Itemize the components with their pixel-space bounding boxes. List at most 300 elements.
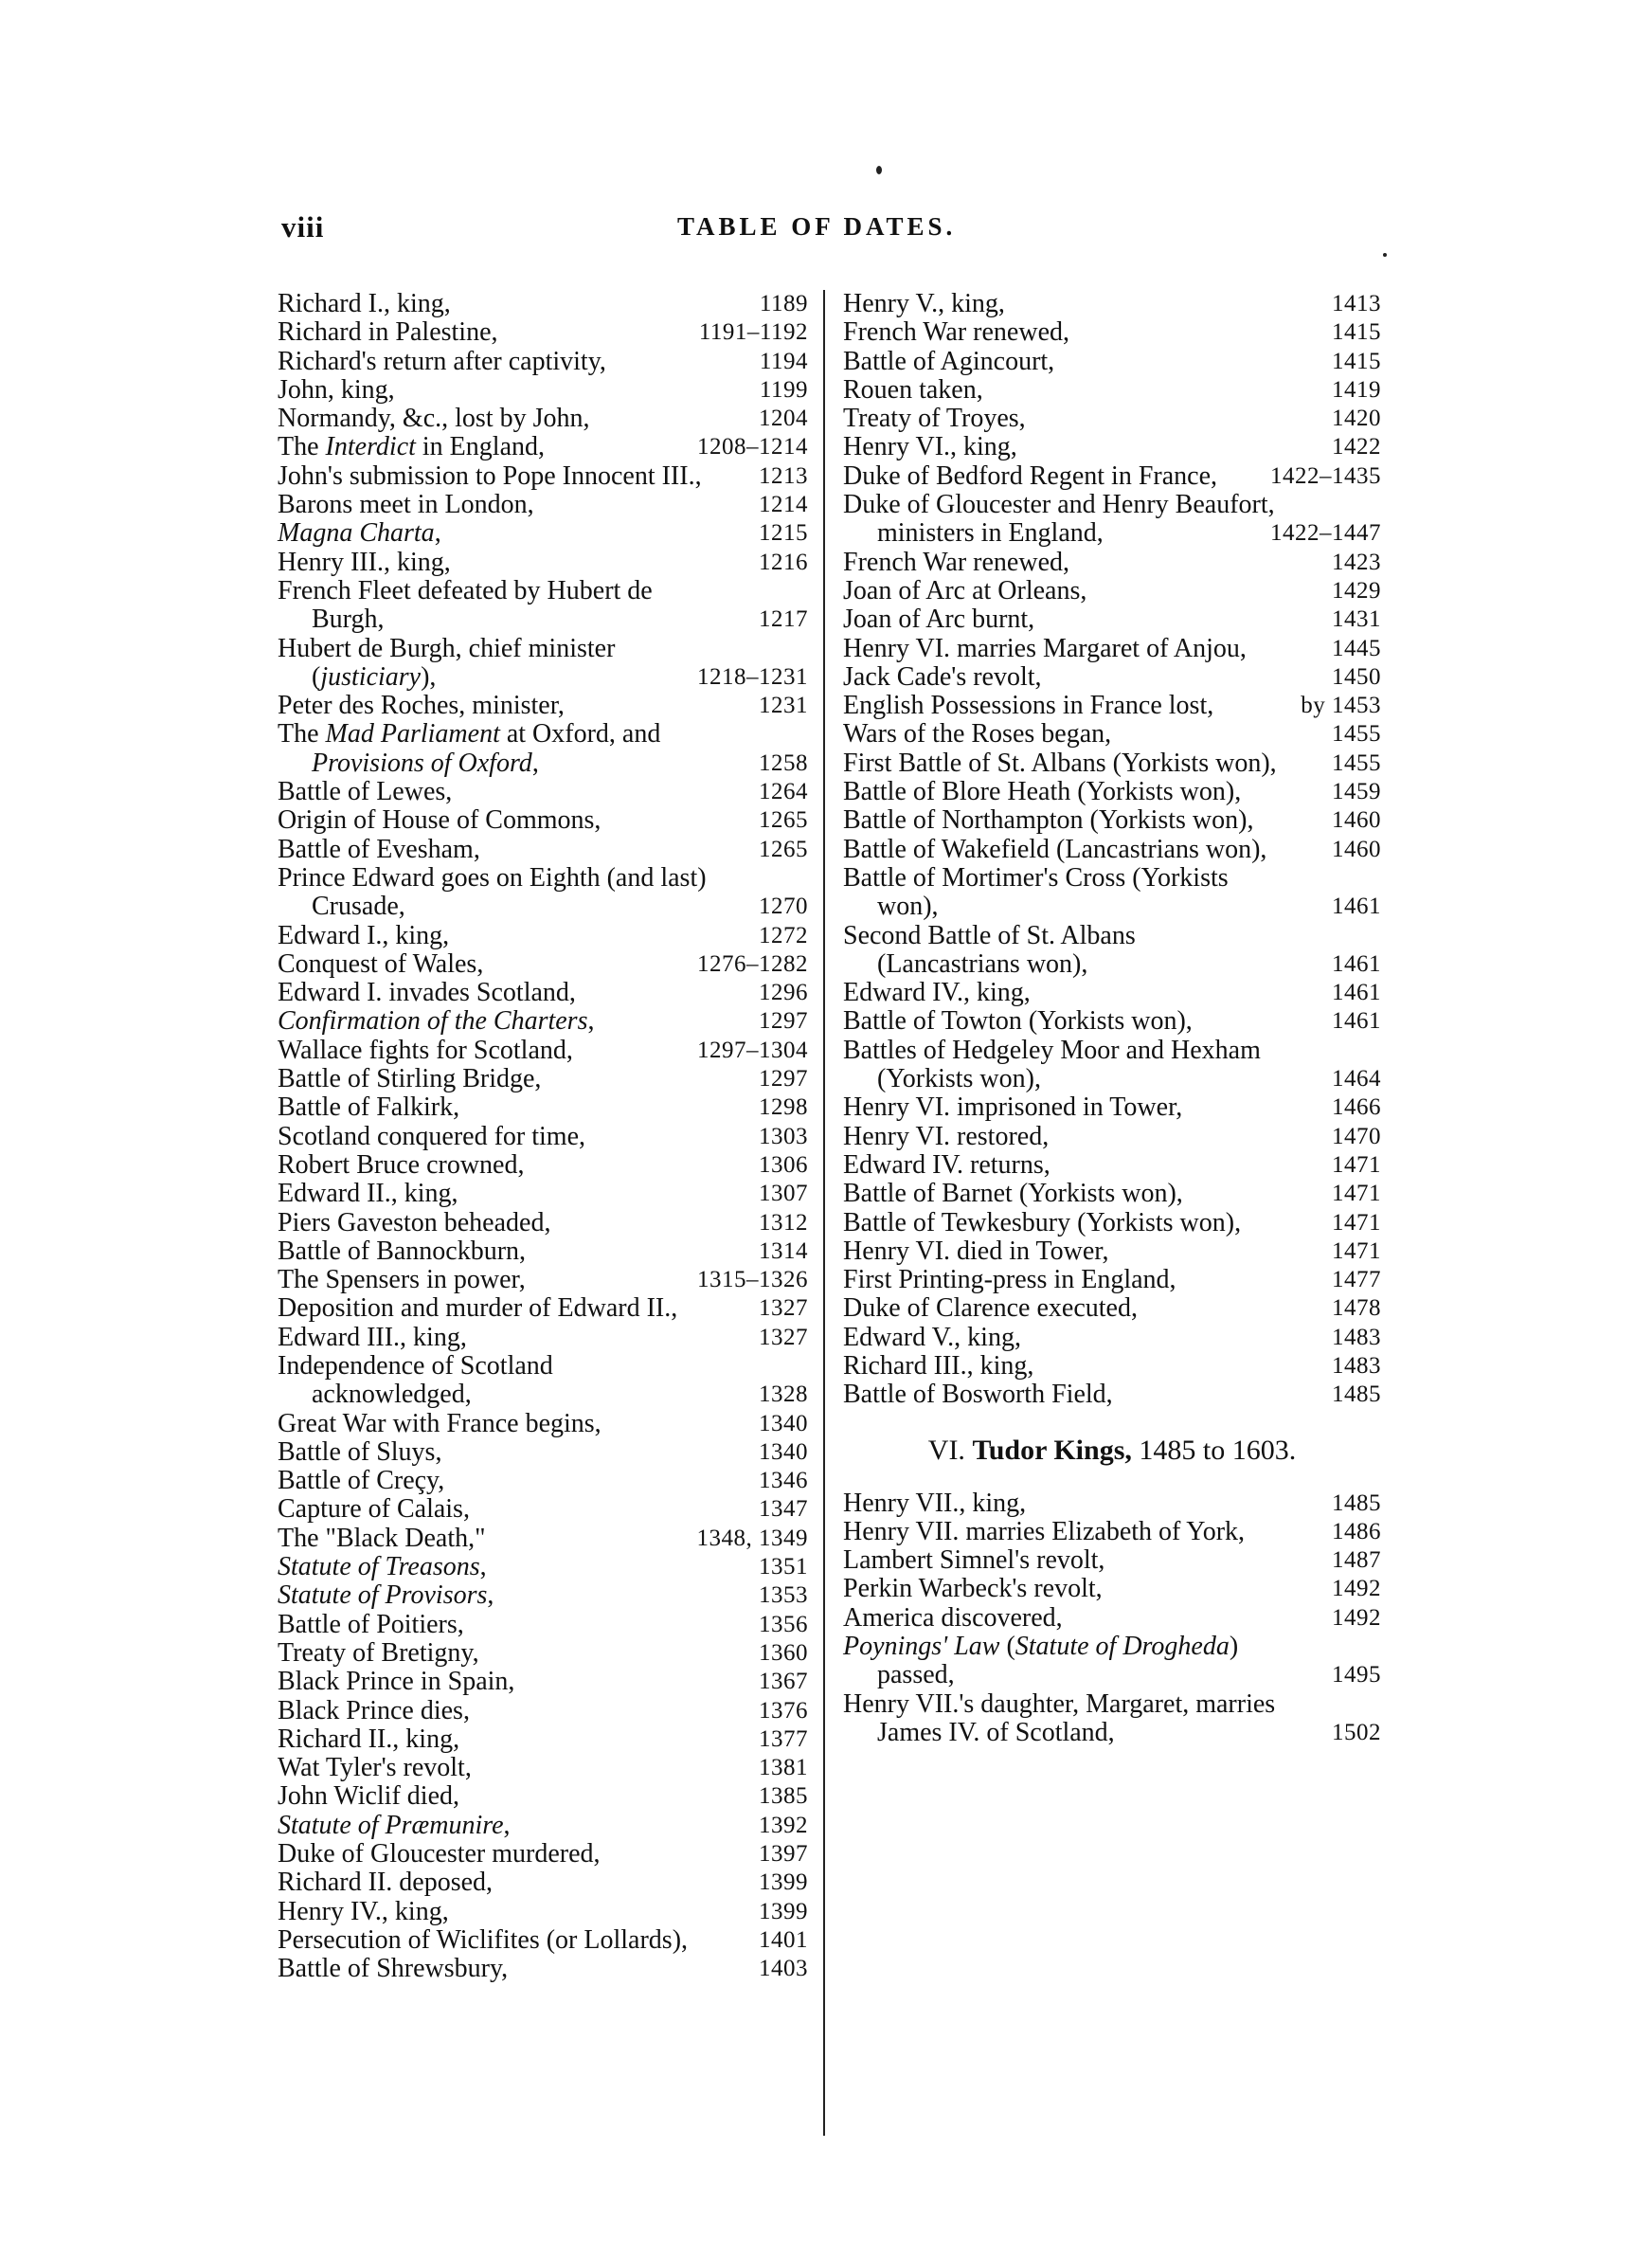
entry-date: 1461	[1332, 980, 1381, 1006]
entry-date: 1385	[759, 1783, 808, 1810]
entry-label: Henry VII.'s daughter, Margaret, marries James IV. of Scotland,	[843, 1688, 1276, 1747]
entry-label: Prince Edward goes on Eighth (and last) Crusade,	[278, 862, 707, 922]
right-column-entries	[843, 290, 1381, 1410]
section-number: VI.	[927, 1434, 965, 1466]
entry-date: 1231	[759, 693, 808, 719]
date-entry	[278, 864, 808, 922]
date-entry	[843, 1690, 1381, 1748]
entry-label: Wat Tyler's revolt,	[278, 1753, 472, 1783]
entry-date: 1485	[1332, 1490, 1381, 1516]
entry-label: Statute of Treasons,	[278, 1552, 487, 1582]
date-entry	[278, 1352, 808, 1410]
entry-date: 1265	[759, 807, 808, 834]
entry-label: Edward I., king,	[278, 920, 450, 950]
entry-date: 1399	[759, 1898, 808, 1924]
entry-date: 1340	[759, 1438, 808, 1465]
entry-date: 1213	[759, 462, 808, 489]
entry-date: 1423	[1332, 549, 1381, 575]
entry-date: 1276–1282	[697, 950, 808, 977]
date-entry	[278, 1869, 808, 1897]
entry-label: Battle of Sluys,	[278, 1436, 442, 1467]
entry-label: Edward IV. returns,	[843, 1149, 1050, 1180]
entry-label: Joan of Arc burnt,	[843, 605, 1035, 635]
date-entry	[843, 491, 1381, 549]
date-entry	[843, 1604, 1381, 1633]
date-entry	[843, 462, 1381, 491]
entry-date: 1215	[759, 520, 808, 547]
entry-date: 1328	[759, 1381, 808, 1408]
entry-label: Normandy, &c., lost by John,	[278, 404, 590, 434]
date-entry	[278, 549, 808, 577]
entry-label: Black Prince dies,	[278, 1695, 470, 1725]
entry-label: Poynings' Law (Statute of Drogheda) passed,	[843, 1632, 1239, 1690]
date-entry	[843, 1352, 1381, 1381]
entry-date: 1483	[1332, 1352, 1381, 1379]
entry-label: Richard III., king,	[843, 1350, 1034, 1381]
date-entry	[278, 1525, 808, 1553]
entry-date: 1392	[759, 1812, 808, 1838]
left-column	[278, 290, 808, 1984]
date-entry	[278, 1467, 808, 1495]
date-entry	[843, 864, 1381, 922]
date-entry	[843, 778, 1381, 806]
entry-label: Capture of Calais,	[278, 1494, 470, 1525]
date-entry	[278, 692, 808, 720]
date-entry	[278, 1898, 808, 1926]
entry-label: Henry VI., king,	[843, 432, 1017, 462]
date-entry	[843, 577, 1381, 605]
date-entry	[278, 491, 808, 519]
entry-date: 1377	[759, 1725, 808, 1752]
entry-date: 1327	[759, 1324, 808, 1350]
date-entry	[278, 1237, 808, 1266]
date-entry	[278, 1438, 808, 1467]
entry-date: 1376	[759, 1697, 808, 1724]
entry-date: 1264	[759, 779, 808, 805]
date-entry	[278, 1324, 808, 1352]
entry-date: 1413	[1332, 291, 1381, 316]
date-entry	[843, 692, 1381, 720]
date-entry	[843, 1209, 1381, 1237]
entry-date: 1422–1435	[1270, 462, 1381, 489]
entry-label: First Battle of St. Albans (Yorkists won),	[843, 748, 1277, 778]
entry-date: 1297–1304	[697, 1037, 808, 1063]
entry-date: 1461	[1332, 950, 1381, 977]
entry-date: 1218–1231	[697, 663, 808, 690]
entry-label: The "Black Death,"	[278, 1523, 486, 1553]
date-entry	[843, 1237, 1381, 1266]
print-speck	[876, 166, 882, 174]
date-entry	[843, 1123, 1381, 1151]
entry-label: John, king,	[278, 374, 395, 405]
entry-date: 1471	[1332, 1181, 1381, 1207]
date-entry	[278, 1294, 808, 1323]
date-entry	[278, 922, 808, 950]
date-entry	[278, 433, 808, 461]
entry-date: 1470	[1332, 1123, 1381, 1149]
entry-label: America discovered,	[843, 1602, 1063, 1633]
date-entry	[278, 806, 808, 835]
entry-label: Statute of Præmunire,	[278, 1810, 511, 1840]
entry-label: Henry V., king,	[843, 289, 1005, 318]
entry-label: Edward V., king,	[843, 1322, 1021, 1352]
date-entry	[843, 290, 1381, 318]
date-entry	[278, 635, 808, 693]
entry-label: Battle of Barnet (Yorkists won),	[843, 1179, 1183, 1209]
date-entry	[843, 836, 1381, 864]
entry-label: French Fleet defeated by Hubert de Burgh,	[278, 575, 653, 635]
date-entry	[278, 1782, 808, 1811]
date-entry	[278, 1553, 808, 1581]
date-entry	[278, 1037, 808, 1065]
entry-date: 1502	[1332, 1719, 1381, 1745]
entry-label: The Interdict in England,	[278, 432, 545, 462]
entry-label: Conquest of Wales,	[278, 948, 484, 979]
entry-label: Statute of Provisors,	[278, 1580, 494, 1611]
entry-label: Black Prince in Spain,	[278, 1667, 515, 1697]
entry-label: English Possessions in France lost,	[843, 691, 1214, 721]
date-entry	[278, 1209, 808, 1237]
entry-label: Peter des Roches, minister,	[278, 691, 565, 721]
entry-label: French War renewed,	[843, 317, 1070, 348]
entry-label: John Wiclif died,	[278, 1781, 459, 1812]
entry-label: Edward III., king,	[278, 1322, 467, 1352]
date-entry	[843, 549, 1381, 577]
entry-date: 1477	[1332, 1267, 1381, 1293]
entry-label: Duke of Gloucester murdered,	[278, 1839, 601, 1869]
entry-label: Independence of Scotland acknowledged,	[278, 1350, 553, 1410]
entry-label: Henry VI. imprisoned in Tower,	[843, 1092, 1183, 1123]
date-entry	[278, 519, 808, 548]
entry-label: Duke of Clarence executed,	[843, 1293, 1138, 1324]
date-entry	[843, 1518, 1381, 1546]
entry-date: 1340	[759, 1410, 808, 1436]
entry-date: 1265	[759, 836, 808, 862]
entry-label: Magna Charta,	[278, 518, 441, 549]
entry-label: Robert Bruce crowned,	[278, 1149, 525, 1180]
date-entry	[278, 950, 808, 979]
entry-label: Battle of Creçy,	[278, 1466, 445, 1496]
entry-label: Richard I., king,	[278, 289, 451, 318]
entry-date: 1445	[1332, 635, 1381, 661]
entry-label: Richard II., king,	[278, 1724, 460, 1754]
date-entry	[843, 1575, 1381, 1603]
entry-date: 1356	[759, 1611, 808, 1637]
entry-label: Battle of Mortimer's Cross (Yorkists won),	[843, 862, 1229, 922]
date-entry	[278, 1266, 808, 1294]
entry-label: French War renewed,	[843, 547, 1070, 577]
entry-date: 1419	[1332, 376, 1381, 403]
entry-label: Battle of Poitiers,	[278, 1609, 464, 1639]
entry-label: Battle of Bannockburn,	[278, 1236, 527, 1266]
date-entry	[843, 1490, 1381, 1518]
date-entry	[843, 348, 1381, 376]
entry-date: 1461	[1332, 894, 1381, 920]
entry-label: First Printing-press in England,	[843, 1265, 1176, 1295]
entry-label: Hubert de Burgh, chief minister (justiciary),	[278, 633, 616, 692]
date-entry	[278, 1007, 808, 1036]
entry-date: 1272	[759, 922, 808, 948]
entry-label: Edward I. invades Scotland,	[278, 978, 576, 1008]
entry-date: 1455	[1332, 721, 1381, 748]
entry-date: 1381	[759, 1755, 808, 1781]
entry-label: Henry VII., king,	[843, 1488, 1027, 1518]
entry-date: 1258	[759, 749, 808, 776]
entry-date: 1353	[759, 1582, 808, 1609]
entry-date: 1420	[1332, 406, 1381, 432]
date-entry	[278, 1093, 808, 1122]
date-entry	[843, 1037, 1381, 1094]
date-entry	[278, 1639, 808, 1668]
column-divider	[823, 290, 825, 2136]
entry-date: 1346	[759, 1468, 808, 1494]
entry-date: 1455	[1332, 749, 1381, 776]
date-entry	[843, 433, 1381, 461]
tudor-entries	[843, 1490, 1381, 1748]
entry-date: 1492	[1332, 1576, 1381, 1602]
date-entry	[843, 1007, 1381, 1036]
date-entry	[278, 1926, 808, 1955]
date-entry	[278, 405, 808, 433]
entry-label: Battle of Northampton (Yorkists won),	[843, 805, 1254, 836]
section-range: 1485 to 1603.	[1139, 1434, 1297, 1466]
date-entry	[843, 1180, 1381, 1208]
entry-label: Deposition and murder of Edward II.,	[278, 1293, 678, 1324]
entry-date: 1191–1192	[698, 319, 808, 346]
section-title: Tudor Kings,	[972, 1434, 1132, 1466]
date-entry	[278, 1495, 808, 1524]
entry-date: 1403	[759, 1956, 808, 1982]
entry-label: Confirmation of the Charters,	[278, 1006, 595, 1037]
entry-label: Treaty of Bretigny,	[278, 1637, 479, 1668]
entry-date: 1298	[759, 1094, 808, 1121]
entry-label: Richard in Palestine,	[278, 317, 498, 348]
entry-date: 1471	[1332, 1151, 1381, 1178]
entry-label: Battle of Agincourt,	[843, 346, 1055, 376]
entry-label: Battle of Wakefield (Lancastrians won),	[843, 834, 1267, 864]
entry-date: 1397	[759, 1841, 808, 1868]
entry-label: Wallace fights for Scotland,	[278, 1035, 573, 1065]
entry-label: Battle of Towton (Yorkists won),	[843, 1006, 1193, 1037]
date-entry	[278, 290, 808, 318]
entry-date: 1429	[1332, 577, 1381, 604]
entry-date: 1303	[759, 1123, 808, 1149]
date-entry	[278, 1611, 808, 1639]
entry-date: 1461	[1332, 1008, 1381, 1035]
entry-date: 1315–1326	[697, 1267, 808, 1293]
entry-date: 1217	[759, 606, 808, 633]
entry-date: 1487	[1332, 1547, 1381, 1574]
entry-date: 1204	[759, 406, 808, 432]
entry-date: 1422–1447	[1270, 520, 1381, 547]
entry-date: 1415	[1332, 348, 1381, 374]
entry-date: 1367	[759, 1669, 808, 1695]
entry-label: Battle of Blore Heath (Yorkists won),	[843, 777, 1242, 807]
entry-label: Jack Cade's revolt,	[843, 661, 1042, 692]
date-entry	[843, 1294, 1381, 1323]
entry-date: 1307	[759, 1181, 808, 1207]
entry-date: 1466	[1332, 1094, 1381, 1121]
entry-date: 1347	[759, 1496, 808, 1523]
date-entry	[278, 1151, 808, 1180]
date-entry	[843, 376, 1381, 405]
entry-label: Scotland conquered for time,	[278, 1121, 586, 1151]
entry-label: Richard II. deposed,	[278, 1868, 494, 1898]
entry-label: Battle of Tewkesbury (Yorkists won),	[843, 1207, 1242, 1237]
date-entry	[278, 376, 808, 405]
date-entry	[278, 577, 808, 635]
entry-date: 1431	[1332, 606, 1381, 633]
date-entry	[278, 1410, 808, 1438]
entry-label: Battles of Hedgeley Moor and Hexham (Yorkists won),	[843, 1035, 1261, 1094]
date-entry	[843, 1546, 1381, 1575]
date-entry	[278, 1668, 808, 1696]
date-entry	[278, 1581, 808, 1610]
entry-label: Battle of Lewes,	[278, 777, 453, 807]
entry-date: 1460	[1332, 836, 1381, 862]
entry-label: Barons meet in London,	[278, 490, 534, 520]
entry-label: Battle of Bosworth Field,	[843, 1380, 1113, 1410]
entry-date: 1360	[759, 1639, 808, 1666]
entry-label: Richard's return after captivity,	[278, 346, 606, 376]
running-title: TABLE OF DATES.	[677, 212, 957, 241]
right-column	[843, 290, 1381, 1747]
date-entry	[843, 605, 1381, 634]
date-entry	[278, 1697, 808, 1725]
entry-label: Henry VI. marries Margaret of Anjou,	[843, 633, 1247, 663]
entry-label: Henry VII. marries Elizabeth of York,	[843, 1516, 1246, 1546]
date-entry	[278, 778, 808, 806]
date-entry	[278, 720, 808, 778]
entry-date: 1270	[759, 894, 808, 920]
entry-date: 1478	[1332, 1295, 1381, 1322]
date-entry	[843, 635, 1381, 663]
date-entry	[843, 318, 1381, 347]
date-entry	[278, 1180, 808, 1208]
entry-label: The Spensers in power,	[278, 1265, 526, 1295]
print-speck	[1383, 253, 1387, 257]
entry-label: Perkin Warbeck's revolt,	[843, 1574, 1103, 1604]
entry-label: Edward II., king,	[278, 1179, 458, 1209]
entry-date: 1422	[1332, 434, 1381, 460]
date-entry	[843, 922, 1381, 980]
date-entry	[278, 1123, 808, 1151]
entry-label: Wars of the Roses began,	[843, 719, 1112, 749]
date-entry	[278, 1812, 808, 1840]
entry-date: 1485	[1332, 1381, 1381, 1408]
date-entry	[843, 663, 1381, 692]
entry-date: by 1453	[1301, 693, 1381, 719]
entry-date: 1464	[1332, 1066, 1381, 1092]
date-entry	[843, 720, 1381, 749]
entry-date: 1312	[759, 1209, 808, 1236]
date-entry	[843, 1093, 1381, 1122]
entry-date: 1471	[1332, 1209, 1381, 1236]
entry-label: Battle of Shrewsbury,	[278, 1954, 509, 1984]
entry-date: 1471	[1332, 1237, 1381, 1264]
date-entry	[843, 1381, 1381, 1409]
entry-date: 1189	[759, 291, 808, 316]
date-entry	[843, 1633, 1381, 1690]
entry-label: Piers Gaveston beheaded,	[278, 1207, 551, 1237]
date-entry	[278, 318, 808, 347]
entry-date: 1208–1214	[697, 434, 808, 460]
entry-label: Henry IV., king,	[278, 1896, 449, 1926]
date-entry	[278, 462, 808, 491]
entry-date: 1459	[1332, 779, 1381, 805]
date-entry	[843, 405, 1381, 433]
entry-date: 1486	[1332, 1518, 1381, 1544]
entry-date: 1401	[759, 1926, 808, 1953]
entry-label: Origin of House of Commons,	[278, 805, 602, 836]
entry-label: The Mad Parliament at Oxford, and Provisions of Oxford,	[278, 719, 661, 778]
entry-date: 1296	[759, 980, 808, 1006]
date-entry	[278, 348, 808, 376]
entry-date: 1199	[759, 376, 808, 403]
date-entry	[278, 1725, 808, 1754]
entry-label: Edward IV., king,	[843, 978, 1031, 1008]
entry-label: Battle of Falkirk,	[278, 1092, 460, 1123]
date-entry	[843, 1324, 1381, 1352]
entry-date: 1297	[759, 1066, 808, 1092]
section-heading	[843, 1435, 1381, 1467]
entry-date: 1314	[759, 1237, 808, 1264]
date-entry	[278, 1840, 808, 1869]
entry-date: 1216	[759, 549, 808, 575]
entry-label: Great War with France begins,	[278, 1408, 602, 1438]
entry-date: 1460	[1332, 807, 1381, 834]
date-entry	[843, 1151, 1381, 1180]
entry-date: 1492	[1332, 1604, 1381, 1631]
date-entry	[278, 1955, 808, 1983]
entry-date: 1327	[759, 1295, 808, 1322]
entry-label: Duke of Gloucester and Henry Beaufort, ministers in England,	[843, 490, 1275, 549]
entry-date: 1306	[759, 1151, 808, 1178]
entry-date: 1415	[1332, 319, 1381, 346]
entry-date: 1348, 1349	[696, 1525, 808, 1551]
date-entry	[278, 1065, 808, 1093]
entry-label: Persecution of Wiclifites (or Lollards),	[278, 1924, 689, 1955]
entry-date: 1483	[1332, 1324, 1381, 1350]
date-entry	[278, 836, 808, 864]
date-entry	[278, 1754, 808, 1782]
page-number: viii	[281, 210, 325, 244]
entry-label: Treaty of Troyes,	[843, 404, 1026, 434]
entry-label: Battle of Stirling Bridge,	[278, 1064, 542, 1094]
entry-label: John's submission to Pope Innocent III.,	[278, 460, 702, 491]
date-entry	[278, 979, 808, 1007]
entry-label: Henry VI. died in Tower,	[843, 1236, 1109, 1266]
date-entry	[843, 806, 1381, 835]
entry-date: 1214	[759, 492, 808, 518]
entry-label: Rouen taken,	[843, 374, 983, 405]
entry-date: 1194	[759, 348, 808, 374]
entry-label: Joan of Arc at Orleans,	[843, 575, 1087, 605]
page-header	[0, 210, 1652, 248]
entry-label: Battle of Evesham,	[278, 834, 480, 864]
date-entry	[843, 979, 1381, 1007]
entry-date: 1495	[1332, 1662, 1381, 1688]
entry-date: 1450	[1332, 663, 1381, 690]
entry-label: Henry III., king,	[278, 547, 451, 577]
entry-label: Second Battle of St. Albans (Lancastrians won),	[843, 920, 1136, 979]
entry-date: 1399	[759, 1869, 808, 1896]
entry-date: 1297	[759, 1008, 808, 1035]
date-entry	[843, 749, 1381, 778]
entry-date: 1351	[759, 1554, 808, 1580]
entry-label: Henry VI. restored,	[843, 1121, 1050, 1151]
date-entry	[843, 1266, 1381, 1294]
